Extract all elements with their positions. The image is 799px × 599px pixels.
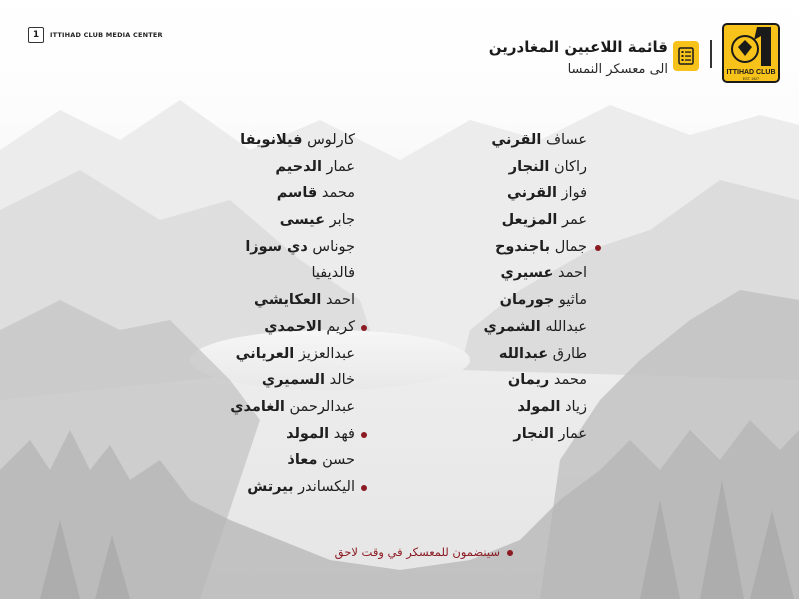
- player-item: [484, 154, 587, 181]
- player-item: [230, 260, 355, 287]
- club-logo-year: EST. 1927: [742, 77, 760, 81]
- player-first-name: طارق: [552, 345, 587, 362]
- player-first-name: عمار: [326, 158, 355, 175]
- player-first-name: محمد: [321, 185, 355, 202]
- player-first-name: كارلوس: [307, 132, 355, 148]
- player-last-name: النجار: [513, 425, 554, 442]
- player-last-name: بيرتش: [247, 478, 294, 495]
- player-last-name: الغامدي: [230, 398, 285, 415]
- bullet-dot-icon: [361, 485, 367, 491]
- player-first-name: محمد: [553, 372, 587, 389]
- player-first-name: فهد: [333, 425, 355, 442]
- player-last-name: عسيري: [500, 265, 554, 282]
- player-last-name: دي سوزا: [245, 238, 308, 255]
- player-first-name: فواز: [561, 185, 587, 202]
- player-first-name: عبدالعزيز: [298, 345, 355, 362]
- player-item: [230, 314, 355, 341]
- player-first-name: راكان: [553, 158, 587, 175]
- player-item: [484, 394, 587, 421]
- page-subtitle: الى معسكر النمسا: [567, 62, 668, 77]
- player-first-name: جوناس: [312, 238, 355, 255]
- player-last-name: معاذ: [287, 452, 318, 469]
- player-last-name: المولد: [286, 425, 330, 442]
- player-first-name: كريم: [326, 318, 355, 335]
- player-item: [230, 474, 355, 501]
- player-last-name: المولد: [517, 398, 561, 415]
- ittihad-small-logo-icon: 1: [28, 27, 44, 43]
- player-item: [484, 260, 587, 287]
- player-item: [484, 341, 587, 368]
- player-item: [484, 234, 587, 261]
- player-last-name: جورمان: [499, 292, 555, 309]
- player-first-name: عمار: [558, 425, 587, 442]
- players-list-right: [484, 127, 587, 447]
- player-first-name: جمال: [554, 238, 587, 255]
- player-first-name: احمد: [558, 265, 587, 282]
- player-last-name: القرني: [506, 185, 557, 202]
- player-first-name: عبدالله: [545, 318, 587, 335]
- player-last-name: الدحيم: [275, 158, 322, 175]
- footnote-text: سينضمون للمعسكر في وقت لاحق: [334, 545, 500, 559]
- media-center-brand: [28, 27, 163, 43]
- bullet-dot-icon: [361, 432, 367, 438]
- player-item: [230, 207, 355, 234]
- player-item: [484, 127, 587, 154]
- player-item: [230, 421, 355, 448]
- player-last-name: السميري: [261, 372, 325, 389]
- bullet-dot-icon: [595, 245, 601, 251]
- player-last-name: القرني: [491, 132, 542, 148]
- player-item: [230, 341, 355, 368]
- player-last-name: العكايشي: [254, 292, 322, 309]
- player-item: [484, 367, 587, 394]
- player-item: [230, 234, 355, 261]
- player-last-name: العرياني: [235, 345, 295, 362]
- page-title: قائمة اللاعبين المغادرين: [488, 38, 668, 56]
- player-last-name: فيلانويفا: [240, 132, 303, 148]
- player-item: [484, 287, 587, 314]
- player-first-name: اليكساندر: [298, 478, 355, 495]
- player-first-name: فالديفيا: [311, 265, 355, 282]
- player-item: [230, 127, 355, 154]
- club-logo-text: ITTIHAD CLUB: [726, 69, 776, 76]
- player-item: [230, 154, 355, 181]
- player-first-name: عبدالرحمن: [289, 398, 355, 415]
- player-first-name: ماثيو: [558, 292, 587, 309]
- player-first-name: احمد: [326, 292, 355, 309]
- bullet-dot-icon: [507, 550, 513, 556]
- player-item: [230, 394, 355, 421]
- player-first-name: زياد: [565, 398, 587, 415]
- players-list-left: [230, 127, 355, 501]
- player-item: [230, 447, 355, 474]
- player-last-name: ريمان: [507, 372, 550, 389]
- player-last-name: المزيعل: [501, 212, 558, 229]
- player-last-name: عبدالله: [498, 345, 549, 362]
- player-item: [230, 287, 355, 314]
- player-last-name: الاحمدي: [264, 318, 322, 335]
- player-first-name: عمر: [561, 212, 587, 229]
- player-last-name: عيسى: [279, 212, 325, 229]
- player-first-name: حسن: [322, 452, 355, 469]
- player-item: [484, 314, 587, 341]
- player-item: [484, 180, 587, 207]
- player-last-name: النجار: [508, 158, 550, 175]
- bullet-dot-icon: [361, 325, 367, 331]
- header-divider: [710, 40, 712, 68]
- media-center-label: ITTIHAD CLUB MEDIA CENTER: [50, 31, 163, 39]
- later-joining-note: [335, 545, 513, 559]
- player-first-name: جابر: [329, 212, 355, 229]
- player-item: [230, 367, 355, 394]
- ittihad-club-logo: [721, 22, 781, 84]
- player-first-name: عساف: [545, 132, 587, 148]
- player-item: [230, 180, 355, 207]
- player-first-name: خالد: [329, 372, 355, 389]
- player-last-name: باجندوح: [494, 238, 551, 255]
- player-last-name: قاسم: [276, 185, 318, 202]
- player-item: [484, 421, 587, 448]
- player-item: [484, 207, 587, 234]
- list-icon: [673, 41, 699, 71]
- player-last-name: الشمري: [483, 318, 541, 335]
